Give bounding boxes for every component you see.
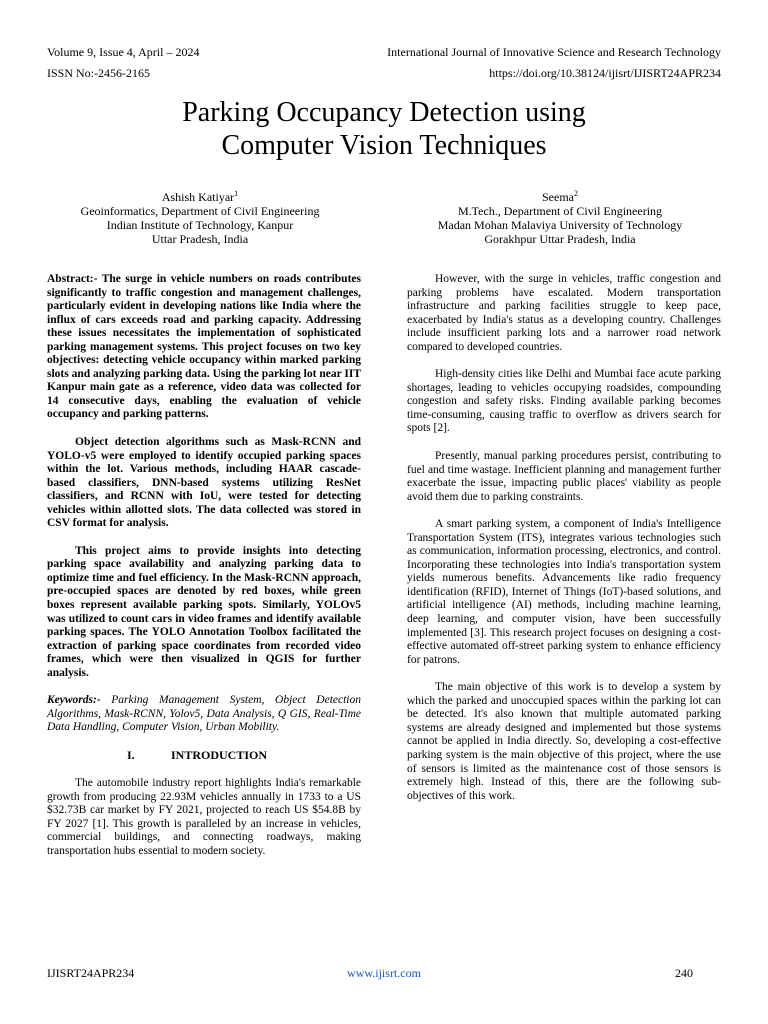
author-affiliation-line: Geoinformatics, Department of Civil Engineering bbox=[80, 204, 320, 218]
title-line-1: Parking Occupancy Detection using bbox=[182, 97, 586, 128]
author-affiliation-mark: 1 bbox=[234, 189, 239, 198]
keywords-label: Keywords:- bbox=[47, 694, 101, 707]
paper-title bbox=[0, 96, 768, 162]
section-title: INTRODUCTION bbox=[171, 747, 268, 762]
doi-link[interactable]: https://doi.org/10.38124/ijisrt/IJISRT24APR234 bbox=[489, 66, 721, 80]
body-paragraph: The automobile industry report highlights India's remarkable growth from producing 22.93M vehicles annually in 1733 to a US $32.73B car market by FY 2021, projected to reach US $54.8B by FY 2027 [1]. This growth is paralleled by an increase in vehicles, commercial buildings, and connecting roadways, making transportation hubs essential to modern society. bbox=[47, 776, 361, 857]
body-paragraph: However, with the surge in vehicles, traffic congestion and parking problems have escalated. Modern transportation infrastructure and parking facilities struggle to keep pace, exacerbated by India's status as a developing country. Challenges include insufficient parking lots and a narrower road network compared to developed countries. bbox=[407, 273, 721, 353]
author-affiliation-line: Indian Institute of Technology, Kanpur bbox=[106, 218, 294, 232]
body-paragraph: Presently, manual parking procedures persist, contributing to fuel and time wastage. Inefficient planning and management further exacerbate the issue, impacting public places' viability as people avoid them due to parking constraints. bbox=[407, 450, 721, 503]
right-column bbox=[407, 273, 721, 817]
section-heading bbox=[47, 749, 361, 763]
journal-name: International Journal of Innovative Science and Research Technology bbox=[387, 45, 721, 59]
abstract-paragraph: Object detection algorithms such as Mask-RCNN and YOLO-v5 were employed to identify occupied parking spaces within the lot. Various methods, including HAAR cascade-based classifiers, DNN-based systems utilizing ResNet classifiers, and RCNN with IoU, were tested for detecting vehicles within allotted slots. The data collected was stored in CSV format for analysis. bbox=[47, 436, 361, 530]
body-paragraph: High-density cities like Delhi and Mumbai face acute parking shortages, leading to vehicles occupying roadsides, compounding congestion and safety risks. Finding available parking becomes time-consuming, causing traffic to overflow as drivers search for spots [2]. bbox=[407, 368, 721, 435]
author-block-2 bbox=[410, 190, 710, 246]
author-affiliation-line: Madan Mohan Malaviya University of Technology bbox=[437, 218, 683, 232]
author-affiliation-line: Gorakhpur Uttar Pradesh, India bbox=[484, 232, 636, 246]
issn: ISSN No:-2456-2165 bbox=[47, 66, 151, 80]
section-number: I. bbox=[127, 747, 135, 762]
abstract-paragraph: This project aims to provide insights into detecting parking space availability and analyzing parking data to optimize time and fuel efficiency. In the Mask-RCNN approach, pre-occupied spaces are denoted by red boxes, while green boxes represent available parking spots. Similarly, YOLOv5 was utilized to count cars in video frames and identify available parking spaces. The YOLO Annotation Toolbox facilitated the extraction of parking space coordinates from recorded video frames, which were then visualized in QGIS for further analysis. bbox=[47, 544, 361, 679]
body-paragraph: A smart parking system, a component of India's Intelligence Transportation System (ITS), integrates various technologies such as communication, information processing, electronics, and control. Incorporating these technologies into India's transportation system yields numerous benefits. Advancements like radio frequency identification (RFID), Internet of Things (IoT)-based solutions, and artificial intelligence (AI) methods, including machine learning, deep learning, and computer vision, have been successfully implemented [3]. This research project focuses on designing a cost-effective automated off-street parking system to enhance efficiency for patrons. bbox=[407, 518, 721, 666]
body-paragraph: The main objective of this work is to develop a system by which the parked and unoccupied spaces within the parking lot can be detected. It's also known that multiple automated parking systems are already designed and implemented but those systems cannot be applied in India directly. So, developing a cost-effective parking system is the main objective of this project, where the use of sensors is limited as the maintenance cost of those sensors is extremely high. Instead of this, there are the following sub-objectives of this work. bbox=[407, 681, 721, 802]
paper-id: IJISRT24APR234 bbox=[47, 966, 135, 980]
abstract-paragraph: Abstract:- The surge in vehicle numbers on roads contributes significantly to traffic congestion and management challenges, particularly evident in developing nations like India where the influx of cars exceeds road and parking capacity. Addressing these issues necessitates the implementation of sophisticated parking management systems. This project focuses on two key objectives: detecting vehicle occupancy within marked parking slots and analyzing parking data. Using the parking lot near IIT Kanpur main gate as a reference, video data was collected for 14 consecutive days, enabling the evaluation of vehicle occupancy and parking patterns. bbox=[47, 273, 361, 421]
page-number: 240 bbox=[675, 966, 693, 980]
keywords-list: Parking Management System, Object Detection Algorithms, Mask-RCNN, Yolov5, Data Analysis, Q GIS, Real-Time Data Handling, Computer Vision, Urban Mobility. bbox=[47, 694, 361, 734]
author-name: Seema$^2$ bbox=[542, 189, 578, 204]
author-block-1 bbox=[60, 190, 340, 246]
volume-info: Volume 9, Issue 4, April – 2024 bbox=[47, 45, 200, 59]
author-affiliation-line: Uttar Pradesh, India bbox=[151, 232, 249, 246]
title-line-2: Computer Vision Techniques bbox=[221, 130, 547, 161]
author-affiliation-mark: 2 bbox=[574, 189, 578, 198]
left-column bbox=[47, 273, 361, 872]
author-affiliation-line: M.Tech., Department of Civil Engineering bbox=[457, 204, 663, 218]
keywords bbox=[47, 694, 361, 735]
page-footer bbox=[47, 966, 721, 980]
author-name: Ashish Katiyar$^1$ bbox=[161, 189, 239, 204]
website-link[interactable]: www.ijisrt.com bbox=[347, 966, 421, 980]
